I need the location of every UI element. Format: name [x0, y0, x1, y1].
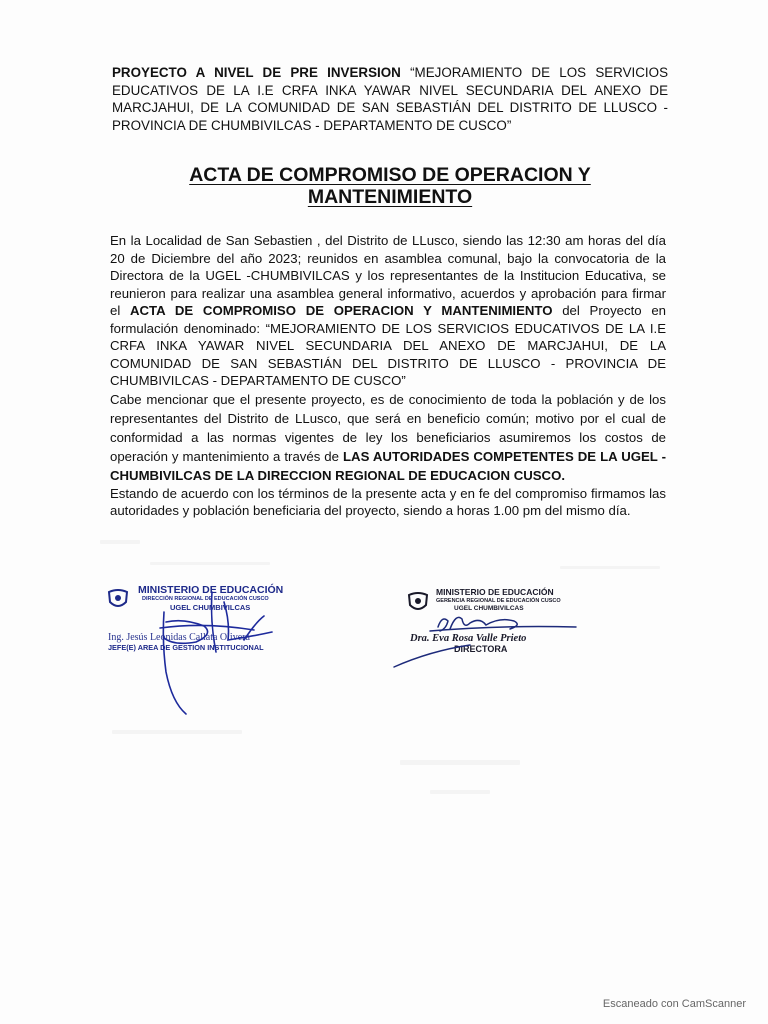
stamp-left-ugel: UGEL CHUMBIVILCAS — [170, 603, 251, 612]
stamp-right-gerencia: GERENCIA REGIONAL DE EDUCACIÓN CUSCO — [436, 598, 561, 604]
body-paragraph-2 — [110, 390, 666, 485]
document-title — [112, 164, 668, 208]
stamp-left-role: JEFE(E) AREA DE GESTION INSTITUCIONAL — [108, 643, 264, 652]
stamp-right-ugel: UGEL CHUMBIVILCAS — [454, 605, 524, 612]
stamp-right-name: Dra. Eva Rosa Valle Prieto — [410, 633, 527, 644]
stamp-left — [104, 582, 294, 722]
document-title-line1: ACTA DE COMPROMISO DE OPERACION Y — [189, 164, 591, 186]
body-paragraph-1-bold: ACTA DE COMPROMISO DE OPERACION Y MANTENIMIENTO — [130, 303, 553, 318]
project-header — [112, 64, 668, 134]
stamp-right-role: DIRECTORA — [454, 644, 508, 654]
stamp-right-ministry: MINISTERIO DE EDUCACIÓN — [436, 587, 554, 597]
stamp-left-direction: DIRECCIÓN REGIONAL DE EDUCACIÓN CUSCO — [142, 596, 269, 602]
body-paragraph-1-text-a: En la Localidad de San Sebastien , del Distrito de LLusco, siendo las 12:30 am horas del día 20 de Diciembre del año 2023; reunidos en asamblea comunal, bajo la convocatoria de la Directora de la UGEL -CHUMBIVILCAS y los representantes de la Institucion Educativa, se reunieron para realizar una asamblea general informativo, acuerdos y aprobación para firmar el — [110, 233, 666, 318]
bleed-through-mark — [150, 562, 270, 565]
body-paragraph-2-text: Cabe mencionar que el presente proyecto, es de conocimiento de toda la población y de los representantes del Distrito de LLusco, que será en beneficio común; motivo por el cual de conformidad a las normas vigentes de ley los beneficiarios asumiremos los costos de operación y mantenimiento a través de — [110, 391, 666, 464]
signature-right — [390, 585, 590, 675]
stamp-left-name: Ing. Jesús Leonidas Callata Olivera — [108, 632, 250, 643]
bleed-through-mark — [400, 760, 520, 765]
stamp-left-ministry: MINISTERIO DE EDUCACIÓN — [138, 584, 284, 596]
scanner-watermark: Escaneado con CamScanner — [602, 998, 746, 1010]
body-paragraph-1 — [110, 232, 666, 390]
body-paragraph-1-text-b: del Proyecto en formulación denominado: “MEJORAMIENTO DE LOS SERVICIOS EDUCATIVOS DE LA I.E CRFA INKA YAWAR NIVEL SECUNDARIA DEL ANEXO DE MARCJAHUI, DE LA COMUNIDAD DE SAN SEBASTIÁN DEL DISTRITO DE LLUSCO - PROVINCIA DE CHUMBIVILCAS - DEPARTAMENTO DE CUSCO” — [110, 303, 666, 388]
project-header-lead: PROYECTO A NIVEL DE PRE INVERSION — [112, 65, 401, 80]
project-header-text: “MEJORAMIENTO DE LOS SERVICIOS EDUCATIVOS DE LA I.E CRFA INKA YAWAR NIVEL SECUNDARIA DEL ANEXO DE MARCJAHUI, DE LA COMUNIDAD DE SAN SEBASTIÁN DEL DISTRITO DE LLUSCO - PROVINCIA DE CHUMBIVILCAS - DEPARTAMENTO DE CUSCO” — [112, 65, 668, 133]
document-body — [110, 232, 666, 520]
bleed-through-mark — [112, 730, 242, 734]
bleed-through-mark — [430, 790, 490, 794]
bleed-through-mark — [560, 566, 660, 569]
bleed-through-mark — [100, 540, 140, 544]
document-title-line2: MANTENIMIENTO — [307, 186, 473, 208]
signature-left — [104, 582, 294, 722]
stamp-right — [390, 585, 590, 675]
body-paragraph-3: Estando de acuerdo con los términos de la presente acta y en fe del compromiso firmamos las autoridades y población beneficiaria del proyecto, siendo a horas 1.00 pm del mismo día. — [110, 485, 666, 518]
body-paragraph-2-bold: LAS AUTORIDADES COMPETENTES DE LA UGEL - CHUMBIVILCAS DE LA DIRECCION REGIONAL DE EDUCACION CUSCO. — [110, 448, 666, 483]
